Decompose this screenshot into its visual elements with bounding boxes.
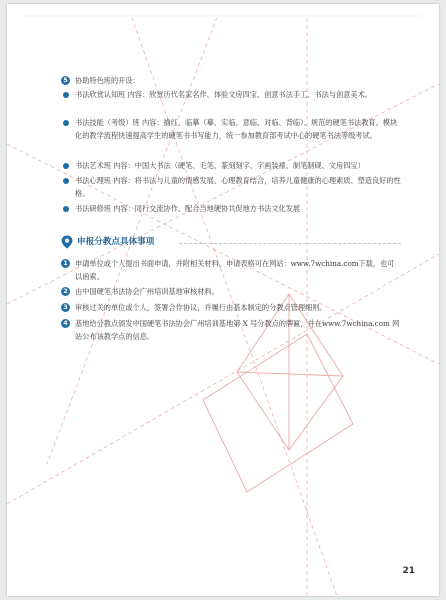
list-item (61, 88, 401, 101)
list-item (61, 174, 401, 200)
numbered-item-text: 由中国硬笔书法协会广州培训基地审核材料。 (75, 287, 219, 296)
list-item (61, 202, 401, 215)
list-item-text: 书法研修班 内容：同行交流协作、配合当地硬协共促地方书法文化发展 (75, 204, 301, 213)
bullet-dot (63, 92, 69, 98)
list-item (61, 116, 401, 142)
numbered-item (61, 301, 401, 314)
numbered-item (61, 285, 401, 298)
numbered-item-text: 申请单位或个人提出书面申请，并附相关材料，申请表格可在网站：www.7wchina.com下载，也可以函索。 (75, 259, 395, 281)
list-item-text: 书法技能（考级）班 内容：描红、临摹（摹、实临、意临、对临、背临）、规范的硬笔书法教育。模块化的教学流程快速提高学生的硬笔书书写能力，统一参加教育部考试中心的硬笔书法等级考试。 (75, 118, 398, 140)
list-item-text: 书法欣赏认知班 内容：欣赏历代名家名作、体验文房四宝、创意书法手工、书法与创意美术。 (75, 90, 372, 99)
bullet-dot (63, 120, 69, 126)
list-item (61, 159, 401, 172)
list-item-text: 书法艺术班 内容：中国大书法（硬笔、毛笔、篆刻刻字、字画装裱、制笔制砚、文房四宝） (75, 161, 365, 170)
intro-text: 协助特色班的开设： (75, 76, 140, 85)
number-badge: 3 (61, 303, 70, 312)
numbered-item-text: 基地给分教点颁发中国硬笔书法协会广州培训基地第 X 号分教点的牌匾，并在www.7wchina.com 网站公布该教学点的信息。 (75, 319, 400, 341)
number-badge: 2 (61, 287, 70, 296)
bullet-dot (63, 206, 69, 212)
page-number: 21 (402, 566, 415, 576)
location-pin-icon (61, 235, 73, 249)
section-heading-text: 申报分教点具体事项 (77, 237, 155, 247)
heading-divider (179, 243, 401, 244)
numbered-item (61, 317, 401, 343)
numbered-item-text: 审核过关的单位或个人，签署合作协议，并履行由基本制定的分教点管理细则。 (75, 303, 327, 312)
section-heading (61, 235, 401, 249)
bullet-dot (63, 178, 69, 184)
document-page (7, 4, 439, 596)
number-badge: 5 (61, 76, 70, 85)
number-badge: 4 (61, 319, 70, 328)
bullet-dot (63, 163, 69, 169)
number-badge: 1 (61, 259, 70, 268)
intro-item (61, 74, 401, 87)
numbered-item (61, 257, 401, 283)
list-item-text: 书法心理班 内容：将书法与儿童的情感发展、心理教育结合，培养儿童健康的心理素质、塑造良好的性格。 (75, 176, 401, 198)
